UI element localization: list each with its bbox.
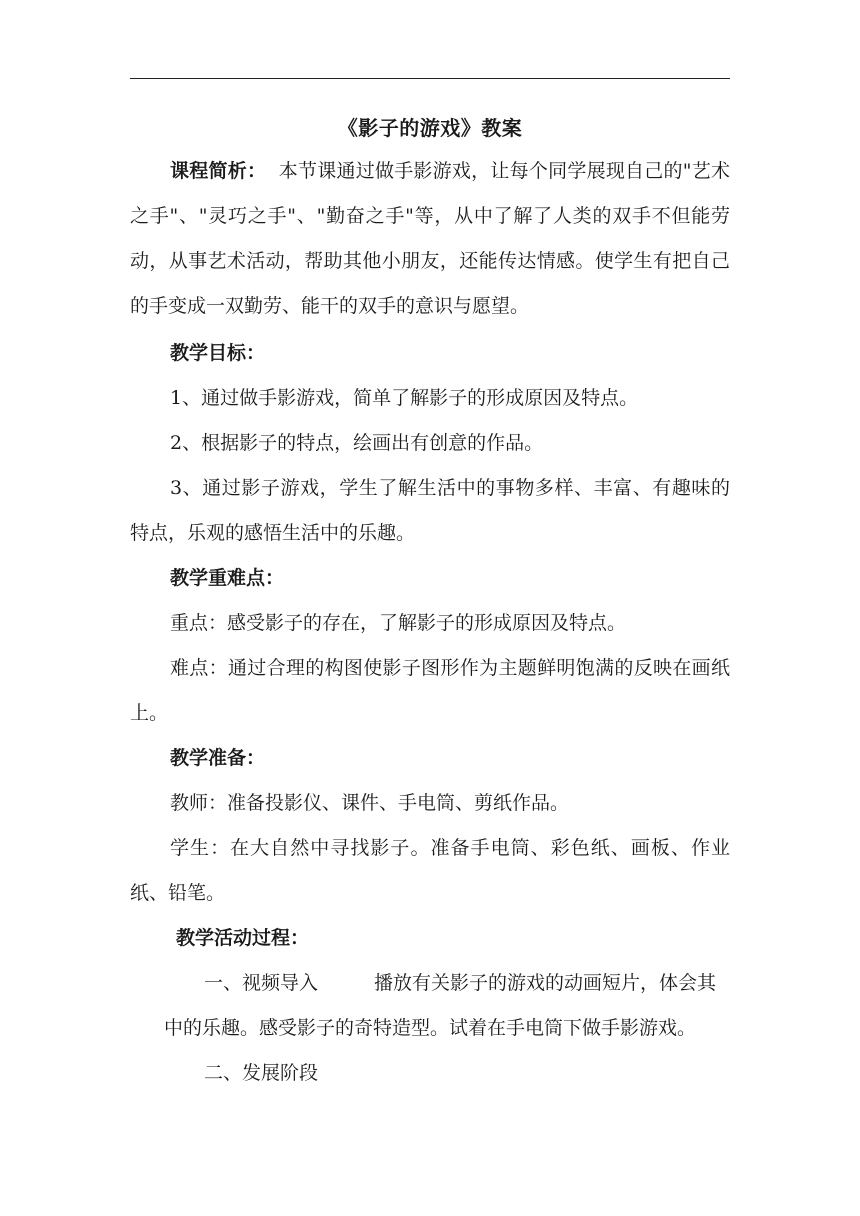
goal-item-3: 3、通过影子游戏，学生了解生活中的事物多样、丰富、有趣味的特点，乐观的感悟生活中的乐趣。 (130, 477, 730, 544)
step1-text-line1: 播放有关影子的游戏的动画短片，体会其 (374, 972, 717, 994)
intro-text: 本节课通过做手影游戏，让每个同学展现自己的"艺术之手"、"灵巧之手"、"勤奋之手"等，从中了解了人类的双手不但能劳动，从事艺术活动，帮助其他小朋友，还能传达情感。使学生有把自己的手变成一双勤劳、能干的双手的意识与愿望。 (130, 160, 730, 317)
header-rule (130, 78, 730, 79)
preparation-heading: 教学准备： (170, 747, 266, 769)
intro-label: 课程简析： (170, 160, 267, 182)
key-point: 重点：感受影子的存在，了解影子的形成原因及特点。 (170, 612, 627, 634)
goals-heading: 教学目标： (170, 342, 266, 364)
difficult-point: 难点：通过合理的构图使影子图形作为主题鲜明饱满的反映在画纸上。 (130, 657, 730, 724)
teacher-preparation: 教师：准备投影仪、课件、手电筒、剪纸作品。 (170, 792, 570, 814)
step1-text-line2: 中的乐趣。感受影子的奇特造型。试着在手电筒下做手影游戏。 (164, 1017, 697, 1039)
step2-label: 二、发展阶段 (204, 1062, 319, 1084)
document-title: 《影子的游戏》教案 (337, 116, 523, 140)
process-heading: 教学活动过程： (176, 927, 310, 949)
student-preparation: 学生：在大自然中寻找影子。准备手电筒、彩色纸、画板、作业纸、铅笔。 (130, 837, 730, 904)
key-points-heading: 教学重难点： (170, 567, 285, 589)
goal-item-2: 2、根据影子的特点，绘画出有创意的作品。 (170, 432, 544, 454)
intro-paragraph (130, 149, 730, 329)
goal-item-1: 1、通过做手影游戏，简单了解影子的形成原因及特点。 (170, 387, 639, 409)
step1-label: 一、视频导入 (204, 972, 319, 994)
